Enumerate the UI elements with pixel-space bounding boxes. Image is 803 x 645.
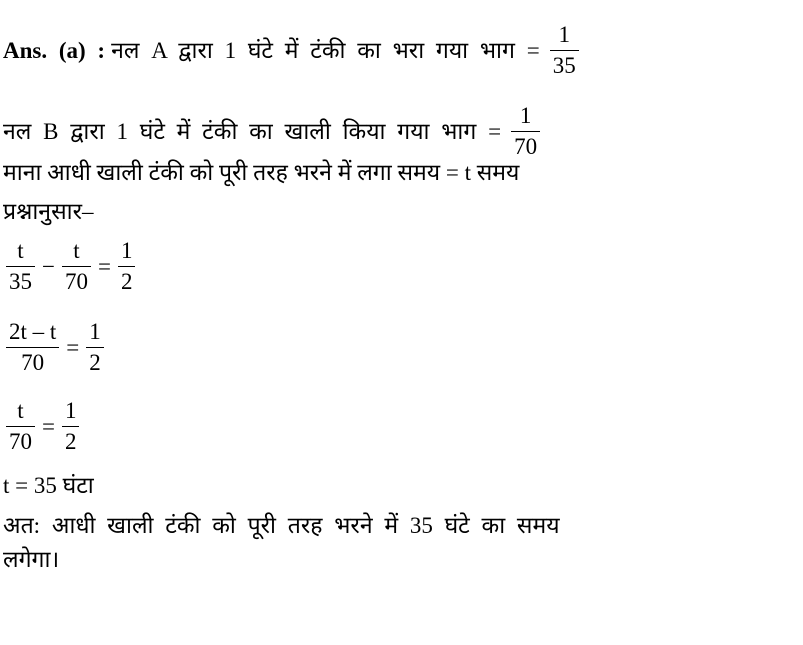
- fraction-numerator: t: [17, 238, 24, 263]
- minus-sign: −: [42, 253, 55, 279]
- fraction-numerator: 1: [120, 238, 133, 263]
- equation-1: [3, 236, 138, 297]
- tap-a-statement: नल A द्वारा 1 घंटे में टंकी का भरा गया भाग =: [111, 37, 540, 63]
- fraction-numerator: 1: [64, 398, 77, 423]
- fraction-numerator: 2t – t: [9, 319, 57, 344]
- according-to-question: प्रश्नानुसार–: [3, 199, 94, 224]
- fraction-denominator: 2: [64, 429, 77, 455]
- fraction-numerator: 1: [89, 319, 101, 344]
- fraction-denominator: 35: [552, 53, 576, 79]
- conclusion-line-2: लगेगा।: [3, 547, 60, 572]
- fraction-denominator: 70: [514, 134, 538, 160]
- tap-b-statement: नल B द्वारा 1 घंटे में टंकी का खाली किया गया भाग =: [3, 118, 502, 144]
- fraction-numerator: 1: [519, 103, 532, 128]
- fraction-one-half: [62, 396, 80, 457]
- conclusion-line-1: अत: आधी खाली टंकी को पूरी तरह भरने में 35 घंटे का समय: [3, 513, 560, 538]
- tap-b-line: [3, 101, 543, 162]
- fraction-2t-minus-t-over-70: [6, 317, 59, 378]
- fraction-t-over-70: [6, 396, 35, 457]
- answer-prefix: Ans. (a) :: [3, 37, 106, 63]
- fraction-denominator: 70: [21, 350, 45, 376]
- fraction-one-half: [118, 236, 136, 297]
- fraction-denominator: 2: [89, 350, 101, 376]
- fraction-t-over-35: [6, 236, 35, 297]
- fraction-denominator: 70: [64, 269, 88, 295]
- fraction-numerator: 1: [558, 22, 570, 47]
- equals-sign: =: [97, 253, 111, 279]
- tap-a-fraction: [550, 20, 579, 81]
- fraction-denominator: 70: [9, 429, 32, 455]
- result-line: t = 35 घंटा: [3, 473, 94, 498]
- equals-sign: =: [42, 413, 55, 439]
- equation-2: [3, 317, 107, 378]
- fraction-one-half: [86, 317, 104, 378]
- equation-3: [3, 396, 82, 457]
- fraction-denominator: 2: [120, 269, 133, 295]
- answer-line-tap-a: [3, 20, 582, 81]
- tap-b-fraction: [511, 101, 540, 162]
- fraction-numerator: t: [17, 398, 24, 423]
- assumption-line: माना आधी खाली टंकी को पूरी तरह भरने में लगा समय = t समय: [3, 160, 520, 185]
- fraction-t-over-70: [62, 236, 91, 297]
- fraction-numerator: t: [73, 238, 80, 263]
- equals-sign: =: [66, 334, 80, 360]
- fraction-denominator: 35: [9, 269, 32, 295]
